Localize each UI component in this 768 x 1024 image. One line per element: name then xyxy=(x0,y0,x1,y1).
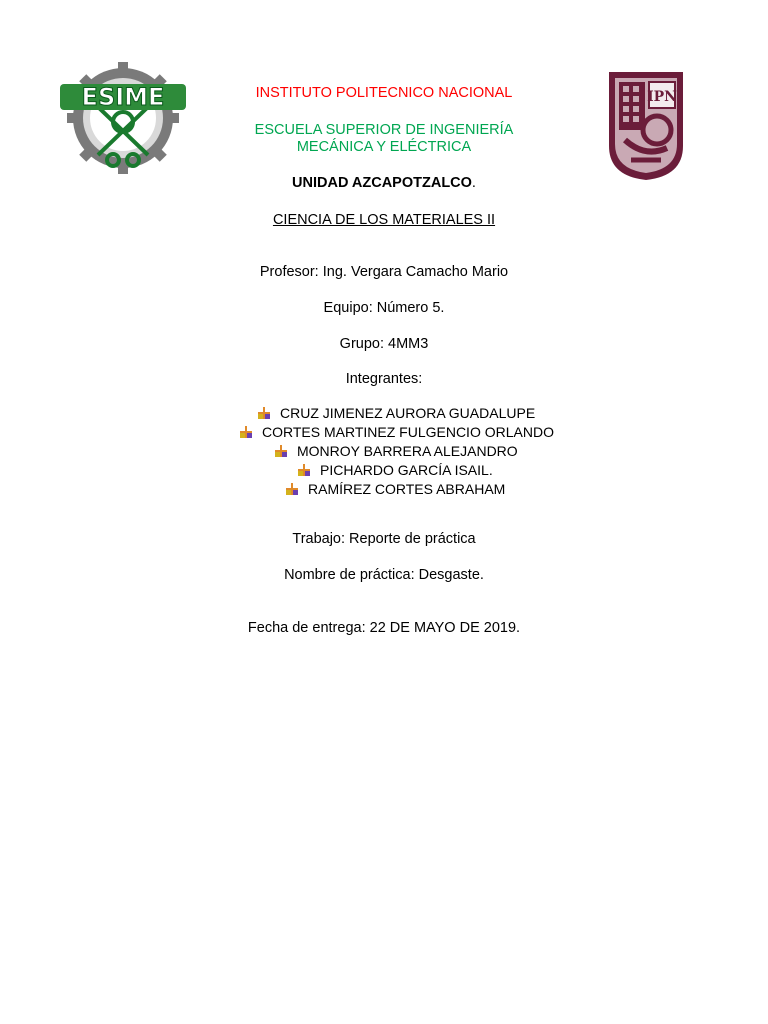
bullet-icon xyxy=(240,426,252,438)
member-name: RAMÍREZ CORTES ABRAHAM xyxy=(308,481,506,497)
work-line: Trabajo: Reporte de práctica xyxy=(292,531,476,547)
gear-icon xyxy=(67,62,179,174)
bullet-icon xyxy=(275,445,287,457)
group-line: Grupo: 4MM3 xyxy=(339,336,429,352)
unit-heading xyxy=(0,174,768,192)
school-name-line2: MECÁNICA Y ELÉCTRICA xyxy=(296,139,472,155)
member-name: CORTES MARTINEZ FULGENCIO ORLANDO xyxy=(262,424,554,440)
bullet-icon xyxy=(298,464,310,476)
list-item xyxy=(286,480,505,498)
delivery-date-line: Fecha de entrega: 22 DE MAYO DE 2019. xyxy=(247,620,521,636)
svg-text:IPN: IPN xyxy=(647,89,677,105)
unit-name: UNIDAD AZCAPOTZALCO xyxy=(292,175,472,191)
list-item xyxy=(275,442,518,460)
list-item xyxy=(240,423,554,441)
professor-line: Profesor: Ing. Vergara Camacho Mario xyxy=(259,264,509,280)
list-item xyxy=(298,461,493,479)
svg-text:ESIME: ESIME xyxy=(81,83,165,111)
member-name: CRUZ JIMENEZ AURORA GUADALUPE xyxy=(280,405,536,421)
members-label: Integrantes: xyxy=(345,371,423,387)
institute-name: INSTITUTO POLITECNICO NACIONAL xyxy=(255,85,513,101)
esime-logo xyxy=(58,60,188,178)
school-name-line1: ESCUELA SUPERIOR DE INGENIERÍA xyxy=(254,122,514,138)
bullet-icon xyxy=(286,483,298,495)
bullet-icon xyxy=(258,407,270,419)
member-name: PICHARDO GARCÍA ISAIL. xyxy=(320,462,493,478)
team-line: Equipo: Número 5. xyxy=(323,300,445,316)
member-name: MONROY BARRERA ALEJANDRO xyxy=(297,443,518,459)
practice-name-line: Nombre de práctica: Desgaste. xyxy=(284,567,484,583)
unit-period: . xyxy=(471,175,476,191)
list-item xyxy=(258,404,535,422)
course-title: CIENCIA DE LOS MATERIALES II xyxy=(272,212,496,228)
